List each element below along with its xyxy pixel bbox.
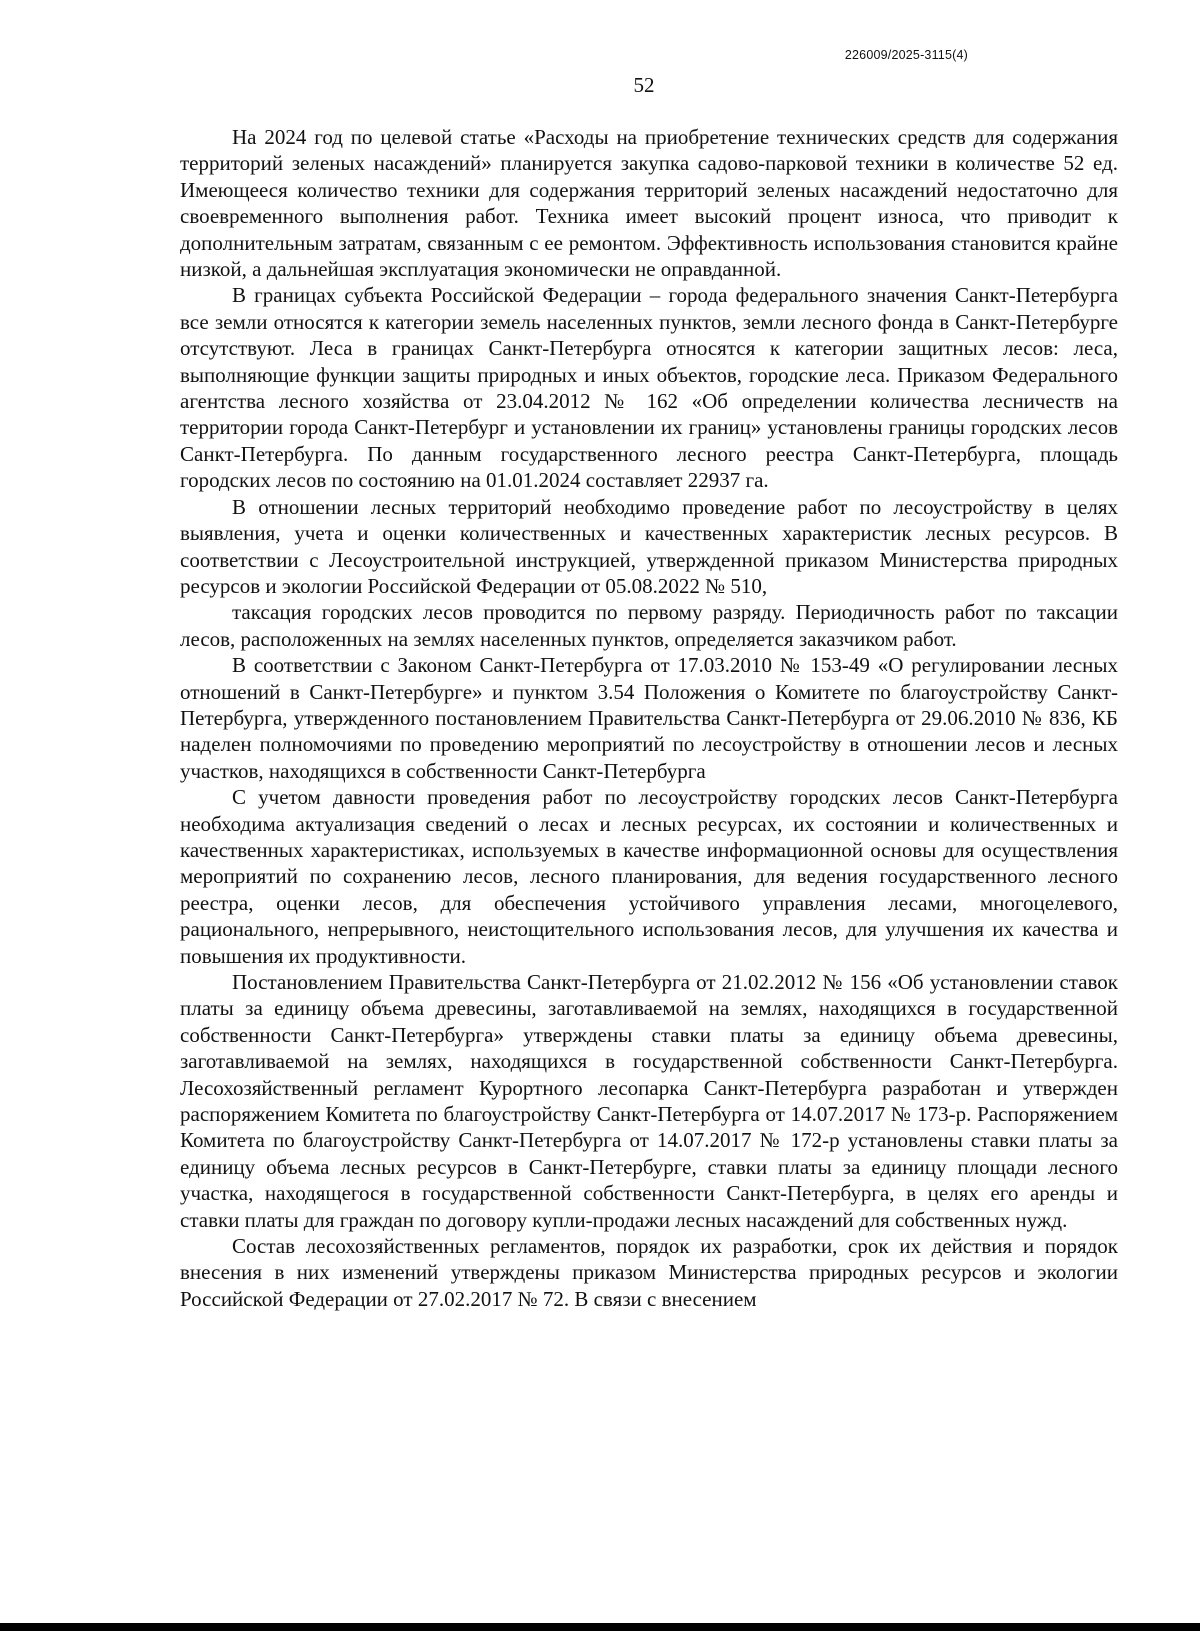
paragraph-forest-taxation: таксация городских лесов проводится по первому разряду. Периодичность работ по таксации лесов, расположенных на землях населенных пунктов, определяется заказчиком работ. [180,600,1118,651]
paragraph-city-forests: В границах субъекта Российской Федерации – города федерального значения Санкт-Петербурга все земли относятся к категории земель населенных пунктов, земли лесного фонда в Санкт-Петербурге отсутствуют. Леса в границах Санкт-Петербурга относятся к категории защитных лесов: леса, выполняющие функции защиты природных и иных объектов, городские леса. Приказом Федерального агентства лесного хозяйства от 23.04.2012 № 162 «Об определении количества лесничеств на территории города Санкт-Петербург и установлении их границ» установлены границы городских лесов Санкт-Петербурга. По данным государственного лесного реестра Санкт-Петербурга, площадь городских лесов по состоянию на 01.01.2024 составляет 22937 га. [180,283,1118,493]
document-registration-number: 226009/2025-3115(4) [844,48,968,62]
paragraph-spb-law: В соответствии с Законом Санкт-Петербурга от 17.03.2010 № 153-49 «О регулировании лесных отношений в Санкт-Петербурге» и пунктом 3.54 Положения о Комитете по благоустройству Санкт-Петербурга, утвержденного постановлением Правительства Санкт-Петербурга от 29.06.2010 № 836, КБ наделен полномочиями по проведению мероприятий по лесоустройству в отношении лесов и лесных участков, находящихся в собственности Санкт-Петербурга [180,653,1118,783]
paragraph-equipment-purchase: На 2024 год по целевой статье «Расходы на приобретение технических средств для содержания территорий зеленых насаждений» планируется закупка садово-парковой техники в количестве 52 ед. Имеющееся количество техники для содержания территорий зеленых насаждений недостаточно для своевременного выполнения работ. Техника имеет высокий процент износа, что приводит к дополнительным затратам, связанным с ее ремонтом. Эффективность использования становится крайне низкой, а дальнейшая эксплуатация экономически не оправданной. [180,125,1118,282]
paragraph-data-update: С учетом давности проведения работ по лесоустройству городских лесов Санкт-Петербурга необходима актуализация сведений о лесах и лесных ресурсах, их состоянии и количественных и качественных характеристиках, используемых в качестве информационной основы для осуществления мероприятий по сохранению лесов, лесного планирования, для ведения государственного лесного реестра, оценки лесов, для обеспечения устойчивого управления лесами, многоцелевого, рационального, непрерывного, неистощительного использования лесов, для улучшения их качества и повышения их продуктивности. [180,785,1118,968]
page-number: 52 [633,73,655,97]
paragraph-payment-rates: Постановлением Правительства Санкт-Петербурга от 21.02.2012 № 156 «Об установлении ставок платы за единицу объема древесины, заготавливаемой на землях, находящихся в государственной собственности Санкт-Петербурга» утверждены ставки платы за единицу объема древесины, заготавливаемой на землях, находящихся в государственной собственности Санкт-Петербурга. Лесохозяйственный регламент Курортного лесопарка Санкт-Петербурга разработан и утвержден распоряжением Комитета по благоустройству Санкт-Петербурга от 14.07.2017 № 173-р. Распоряжением Комитета по благоустройству Санкт-Петербурга от 14.07.2017 № 172-р установлены ставки платы за единицу объема лесных ресурсов в Санкт-Петербурге, ставки платы за единицу площади лесного участка, находящегося в государственной собственности Санкт-Петербурга, в целях его аренды и ставки платы для граждан по договору купли-продажи лесных насаждений для собственных нужд. [180,970,1118,1232]
scan-edge-border [0,1623,1200,1631]
paragraph-forest-management-instruction: В отношении лесных территорий необходимо проведение работ по лесоустройству в целях выявления, учета и оценки количественных и качественных характеристик лесных ресурсов. В соответствии с Лесоустроительной инструкцией, утвержденной приказом Министерства природных ресурсов и экологии Российской Федерации от 05.08.2022 № 510, [180,494,1118,598]
paragraph-regulations: Состав лесохозяйственных регламентов, порядок их разработки, срок их действия и порядок внесения в них изменений утверждены приказом Министерства природных ресурсов и экологии Российской Федерации от 27.02.2017 № 72. В связи с внесением [180,1234,1118,1311]
document-body [180,124,1118,1312]
